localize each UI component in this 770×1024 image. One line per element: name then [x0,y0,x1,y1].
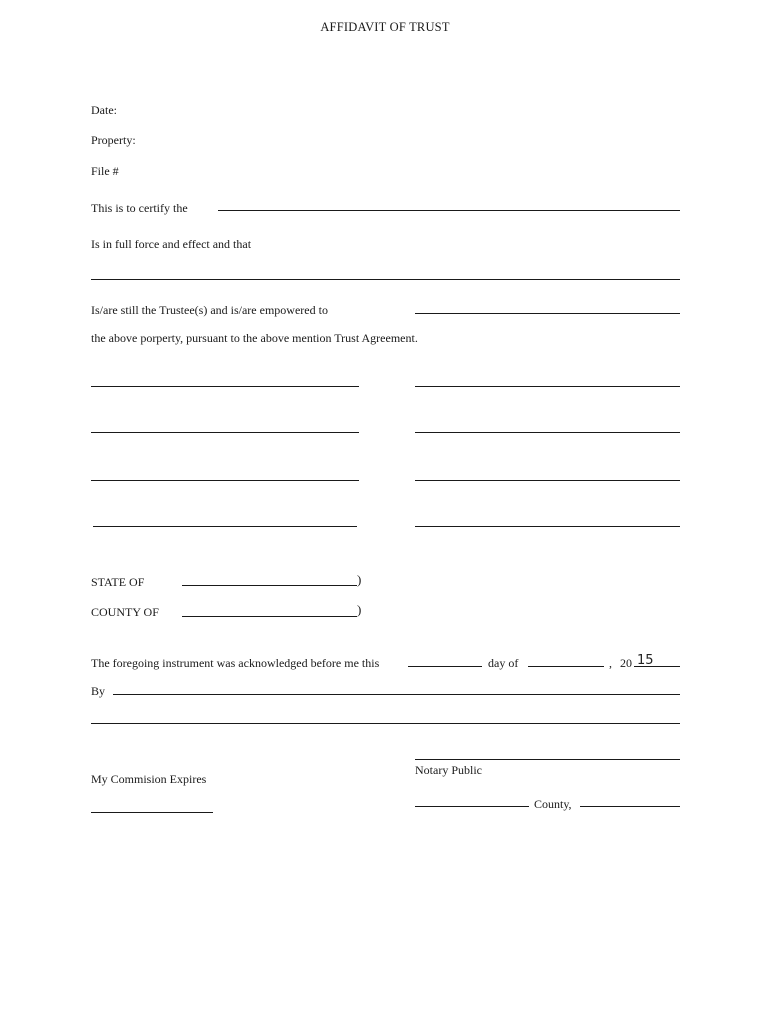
county-paren: ) [357,602,362,617]
file-number-label: File # [91,164,119,178]
signature-line-left-4[interactable] [93,526,357,527]
certify-label: This is to certify the [91,201,188,215]
pursuant-text: the above porperty, pursuant to the above mention Trust Agreement. [91,331,418,345]
trustees-label: Is/are still the Trustee(s) and is/are empowered to [91,303,328,317]
county-after-line[interactable] [580,806,680,807]
county-of-line[interactable] [182,616,357,617]
county-name-line[interactable] [415,806,529,807]
notary-public-label: Notary Public [415,763,482,777]
commission-expires-label: My Commision Expires [91,772,207,786]
signature-line-left-1[interactable] [91,386,359,387]
signature-line-right-2[interactable] [415,432,680,433]
state-of-label: STATE OF [91,575,145,589]
empowered-line[interactable] [415,313,680,314]
county-label: County, [534,797,572,811]
state-of-line[interactable] [182,585,357,586]
force-effect-label: Is in full force and effect and that [91,237,252,251]
notary-signature-line[interactable] [415,759,680,760]
certify-line[interactable] [218,210,680,211]
by-second-line[interactable] [91,723,680,724]
signature-line-left-2[interactable] [91,432,359,433]
month-line[interactable] [528,666,604,667]
signature-line-left-3[interactable] [91,480,359,481]
state-paren: ) [357,572,362,587]
property-label: Property: [91,133,136,147]
year-line[interactable] [634,666,680,667]
year-prefix: 20 [620,656,632,670]
day-of-label: day of [488,656,519,670]
force-effect-line[interactable] [91,279,680,280]
acknowledged-text: The foregoing instrument was acknowledged before me this [91,656,380,670]
signature-line-right-4[interactable] [415,526,680,527]
by-label: By [91,684,106,698]
document-title: AFFIDAVIT OF TRUST [320,20,450,34]
year-value: 15 [637,653,654,668]
day-line[interactable] [408,666,482,667]
year-comma: , [609,656,612,670]
signature-line-right-3[interactable] [415,480,680,481]
date-label: Date: [91,103,117,117]
signature-line-right-1[interactable] [415,386,680,387]
commission-expires-line[interactable] [91,812,213,813]
county-of-label: COUNTY OF [91,605,159,619]
by-line[interactable] [113,694,680,695]
